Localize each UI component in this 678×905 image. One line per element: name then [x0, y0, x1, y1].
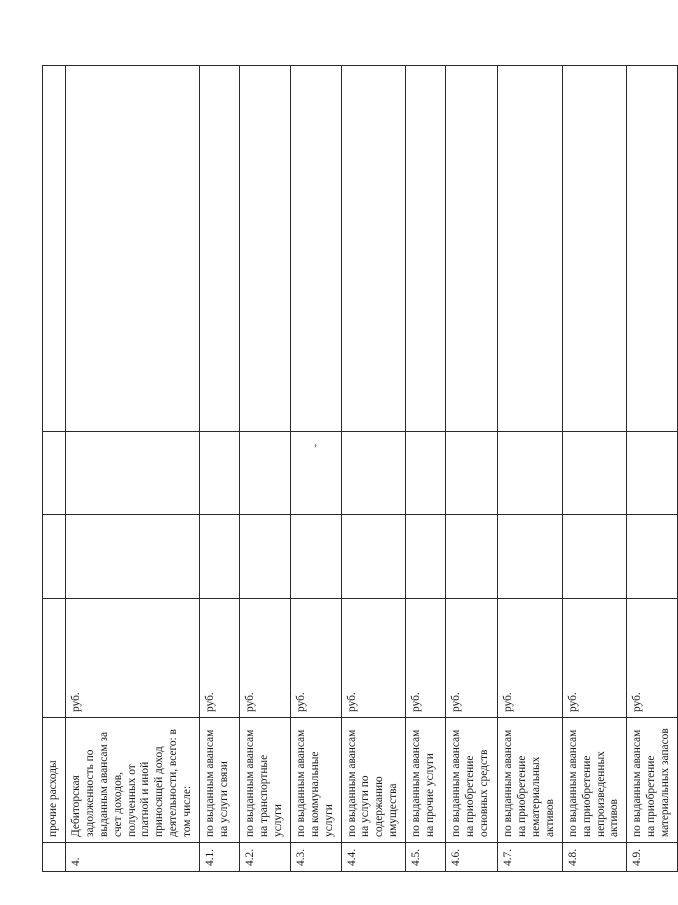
table-row-prochie-raskhody — [43, 66, 66, 872]
table-cell-unit: руб. — [240, 599, 291, 718]
table-cell-value — [446, 66, 498, 432]
table-row — [290, 66, 341, 872]
table-row — [406, 66, 446, 872]
table-row — [627, 66, 678, 872]
table-cell-value — [65, 432, 199, 515]
table-cell-unit: руб. — [406, 599, 446, 718]
table-cell-value — [290, 432, 341, 515]
report-table-body — [43, 66, 678, 872]
table-cell-value — [498, 432, 563, 515]
table-cell-num: 4.9. — [627, 843, 678, 872]
table-cell-value — [43, 432, 66, 515]
table-cell-value — [627, 66, 678, 432]
table-cell-unit: руб. — [290, 599, 341, 718]
table-cell-num: 4.8. — [562, 843, 627, 872]
table-cell-value — [240, 432, 291, 515]
table-cell-value — [290, 515, 341, 599]
table-cell-value — [406, 515, 446, 599]
table-cell-value — [65, 66, 199, 432]
table-cell-label: по выданным авансам на приобретение нематериальных активов — [498, 718, 563, 843]
table-cell-unit: руб. — [341, 599, 406, 718]
table-cell-value — [341, 515, 406, 599]
table-row — [240, 66, 291, 872]
table-row — [200, 66, 240, 872]
table-cell-unit-empty — [43, 599, 66, 718]
table-cell-num: 4. — [65, 843, 199, 872]
table-cell-value — [498, 66, 563, 432]
table-cell-value — [562, 515, 627, 599]
table-cell-num-empty — [43, 843, 66, 872]
table-cell-value — [627, 515, 678, 599]
table-cell-label: по выданным авансам на услуги связи — [200, 718, 240, 843]
table-cell-value — [341, 66, 406, 432]
table-cell-label: по выданным авансам на прочие услуги — [406, 718, 446, 843]
table-cell-num: 4.6. — [446, 843, 498, 872]
table-cell-unit: руб. — [446, 599, 498, 718]
table-cell-value — [446, 432, 498, 515]
table-cell-value — [562, 432, 627, 515]
table-cell-unit: руб. — [627, 599, 678, 718]
table-cell-label: по выданным авансам на приобретение основных средств — [446, 718, 498, 843]
table-cell-unit: руб. — [498, 599, 563, 718]
table-cell-label: прочие расходы — [43, 718, 66, 843]
table-cell-value — [627, 432, 678, 515]
table-row — [446, 66, 498, 872]
table-cell-label: по выданным авансам на приобретение непроизведенных активов — [562, 718, 627, 843]
table-cell-value — [240, 66, 291, 432]
table-cell-label: по выданным авансам на коммунальные услуги — [290, 718, 341, 843]
table-cell-num: 4.5. — [406, 843, 446, 872]
table-cell-num: 4.1. — [200, 843, 240, 872]
table-cell-unit: руб. — [65, 599, 199, 718]
table-cell-value — [446, 515, 498, 599]
report-table — [42, 65, 678, 872]
table-cell-label: по выданным авансам на услуги по содержанию имущества — [341, 718, 406, 843]
table-cell-label: по выданным авансам на транспортные услуги — [240, 718, 291, 843]
table-cell-value — [200, 66, 240, 432]
table-cell-value — [290, 66, 341, 432]
table-cell-num: 4.3. — [290, 843, 341, 872]
table-cell-value — [43, 66, 66, 432]
table-cell-value — [240, 515, 291, 599]
table-row — [562, 66, 627, 872]
table-cell-label: по выданным авансам на приобретение материальных запасов — [627, 718, 678, 843]
table-row — [65, 66, 199, 872]
table-cell-num: 4.7. — [498, 843, 563, 872]
table-row — [341, 66, 406, 872]
table-cell-unit: руб. — [200, 599, 240, 718]
table-cell-value — [43, 515, 66, 599]
table-cell-value — [406, 432, 446, 515]
table-cell-label: Дебиторская задолженность по выданным авансам за счет доходов, полученных от платной и иной приносящей доход деятельности, всего: в том числе: — [65, 718, 199, 843]
table-cell-value — [65, 515, 199, 599]
table-cell-value — [498, 515, 563, 599]
table-cell-unit: руб. — [562, 599, 627, 718]
table-cell-value — [406, 66, 446, 432]
table-cell-value — [200, 515, 240, 599]
table-row — [498, 66, 563, 872]
table-cell-value — [562, 66, 627, 432]
table-cell-num: 4.4. — [341, 843, 406, 872]
table-cell-num: 4.2. — [240, 843, 291, 872]
table-cell-value — [341, 432, 406, 515]
stray-mark: › — [314, 440, 317, 450]
table-cell-value — [200, 432, 240, 515]
